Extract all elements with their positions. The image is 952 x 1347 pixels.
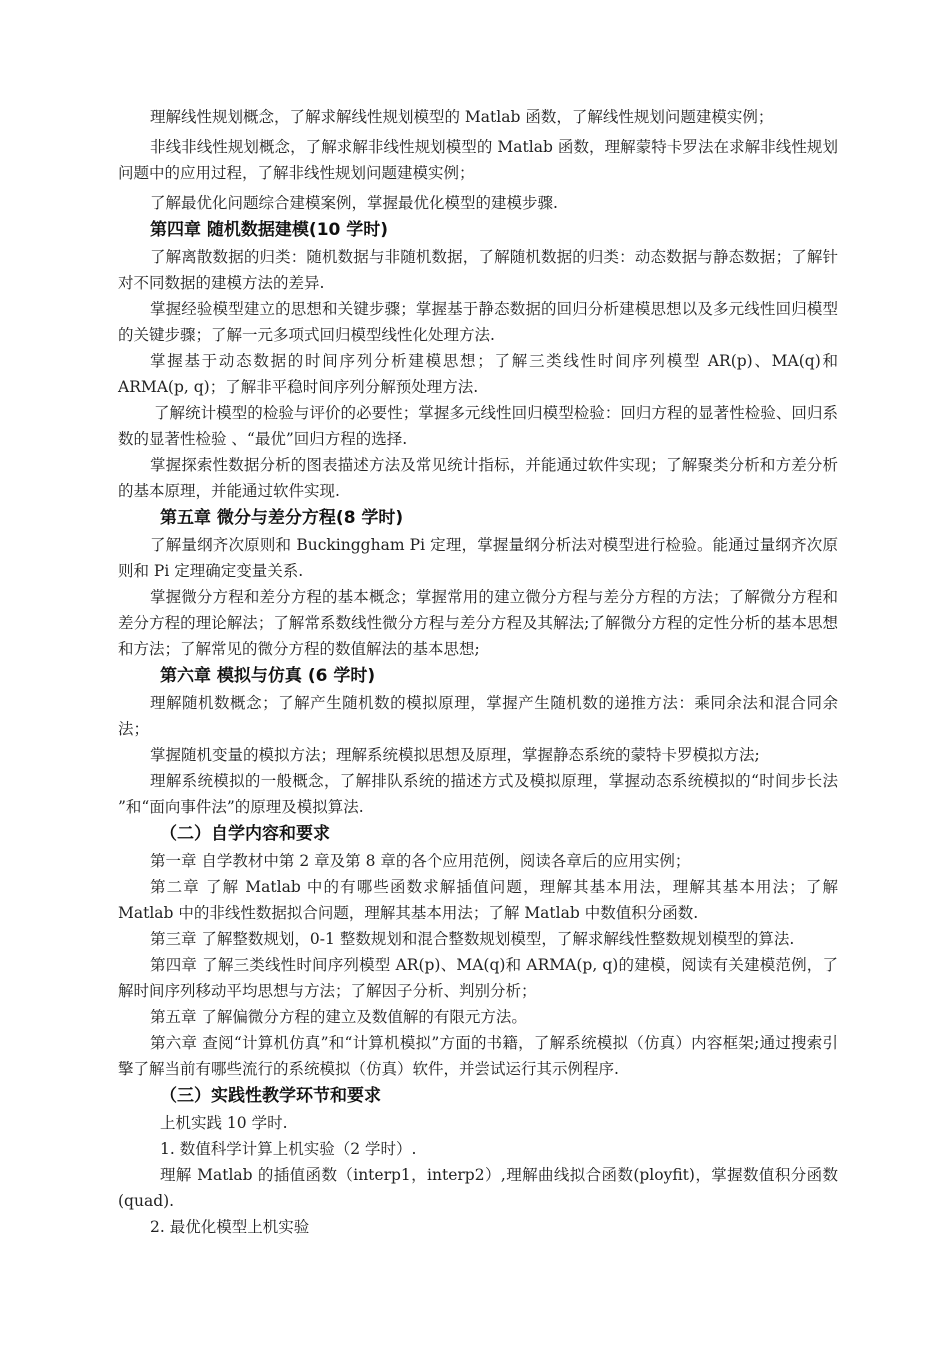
paragraph: 第五章 了解偏微分方程的建立及数值解的有限元方法。 xyxy=(150,1008,527,1026)
document-body xyxy=(118,104,838,1240)
paragraph: 掌握随机变量的模拟方法；理解系统模拟思想及原理，掌握静态系统的蒙特卡罗模拟方法; xyxy=(150,746,760,764)
paragraph: 了解统计模型的检验与评价的必要性；掌握多元线性回归模型检验：回归方程的显著性检验、回归系数的显著性检验 、“最优”回归方程的选择. xyxy=(118,404,838,448)
paragraph: 掌握经验模型建立的思想和关键步骤；掌握基于静态数据的回归分析建模思想以及多元线性回归模型的关键步骤；了解一元多项式回归模型线性化处理方法. xyxy=(118,300,838,344)
paragraph: 第四章 了解三类线性时间序列模型 AR(p)、MA(q)和 ARMA(p, q)的建模，阅读有关建模范例，了解时间序列移动平均思想与方法；了解因子分析、判别分析； xyxy=(118,956,838,1000)
paragraph: 了解离散数据的归类：随机数据与非随机数据，了解随机数据的归类：动态数据与静态数据；了解针对不同数据的建模方法的差异. xyxy=(118,248,838,292)
paragraph: 理解系统模拟的一般概念，了解排队系统的描述方式及模拟原理，掌握动态系统模拟的“时间步长法 ”和“面向事件法”的原理及模拟算法. xyxy=(118,772,838,816)
paragraph: 第二章 了解 Matlab 中的有哪些函数求解插值问题，理解其基本用法，理解其基本用法；了解 Matlab 中的非线性数据拟合问题，理解其基本用法；了解 Matlab 中数值积分函数. xyxy=(118,878,838,922)
paragraph: 理解 Matlab 的插值函数（interp1，interp2）,理解曲线拟合函数(ployfit)，掌握数值积分函数(quad). xyxy=(118,1166,838,1210)
paragraph: 1. 数值科学计算上机实验（2 学时）. xyxy=(160,1140,417,1158)
section-heading: 第四章 随机数据建模(10 学时) xyxy=(150,220,389,240)
paragraph: 上机实践 10 学时. xyxy=(160,1114,288,1132)
paragraph: 了解量纲齐次原则和 Buckinggham Pi 定理，掌握量纲分析法对模型进行检验。能通过量纲齐次原则和 Pi 定理确定变量关系. xyxy=(118,536,838,580)
paragraph: 了解最优化问题综合建模案例，掌握最优化模型的建模步骤. xyxy=(150,194,558,212)
paragraph: 第六章 查阅“计算机仿真”和“计算机模拟”方面的书籍，了解系统模拟（仿真）内容框架;通过搜索引擎了解当前有哪些流行的系统模拟（仿真）软件，并尝试运行其示例程序. xyxy=(118,1034,838,1078)
section-heading: （二）自学内容和要求 xyxy=(160,824,330,844)
paragraph: 理解随机数概念；了解产生随机数的模拟原理，掌握产生随机数的递推方法：乘同余法和混合同余法； xyxy=(118,694,838,738)
paragraph: 2. 最优化模型上机实验 xyxy=(150,1218,310,1236)
section-heading: 第六章 模拟与仿真 (6 学时) xyxy=(160,666,376,686)
paragraph: 第三章 了解整数规划，0-1 整数规划和混合整数规划模型，了解求解线性整数规划模型的算法. xyxy=(150,930,795,948)
section-heading: （三）实践性教学环节和要求 xyxy=(160,1086,381,1106)
paragraph: 非线非线性规划概念，了解求解非线性规划模型的 Matlab 函数，理解蒙特卡罗法在求解非线性规划问题中的应用过程，了解非线性规划问题建模实例； xyxy=(118,138,838,182)
paragraph: 第一章 自学教材中第 2 章及第 8 章的各个应用范例，阅读各章后的应用实例； xyxy=(150,852,691,870)
paragraph: 掌握基于动态数据的时间序列分析建模思想；了解三类线性时间序列模型 AR(p)、MA(q)和 ARMA(p, q)；了解非平稳时间序列分解预处理方法. xyxy=(118,352,838,396)
section-heading: 第五章 微分与差分方程(8 学时) xyxy=(160,508,404,528)
paragraph: 掌握微分方程和差分方程的基本概念；掌握常用的建立微分方程与差分方程的方法；了解微分方程和差分方程的理论解法；了解常系数线性微分方程与差分方程及其解法;了解微分方程的定性分析的基本思想和方法；了解常见的微分方程的数值解法的基本思想; xyxy=(118,588,838,658)
paragraph: 理解线性规划概念，了解求解线性规划模型的 Matlab 函数，了解线性规划问题建模实例； xyxy=(150,108,774,126)
paragraph: 掌握探索性数据分析的图表描述方法及常见统计指标，并能通过软件实现；了解聚类分析和方差分析的基本原理，并能通过软件实现. xyxy=(118,456,838,500)
